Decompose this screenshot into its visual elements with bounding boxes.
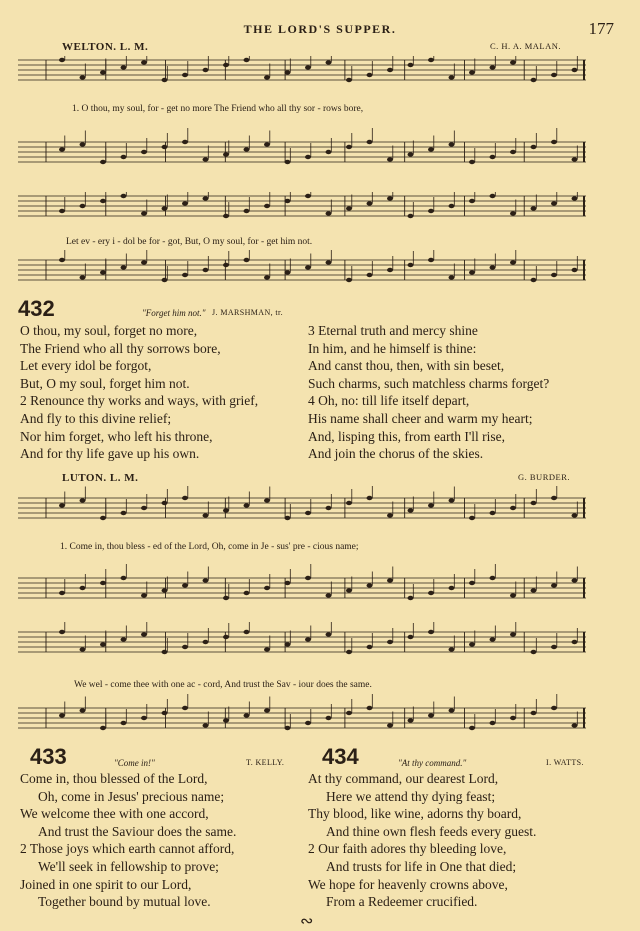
hymn-number-434: 434 (322, 744, 359, 769)
running-head: THE LORD'S SUPPER. (243, 22, 397, 36)
hymn-433-verses (20, 770, 236, 911)
music-system-4-bass (18, 694, 588, 744)
composer-malan: C. H. A. MALAN. (490, 41, 562, 51)
hymn-number-432: 432 (18, 296, 55, 321)
verse-line: And thine own flesh feeds every guest. (326, 823, 537, 839)
music-system-2-treble (18, 192, 588, 236)
verse-line: Together bound by mutual love. (38, 894, 211, 910)
hymn-433-author: T. KELLY. (246, 758, 285, 767)
music-system-3-bass (18, 558, 588, 610)
lyric-line-welton-2: Let ev - ery i - dol be for - got, But, O my soul, for - get him not. (66, 237, 313, 247)
verse-line: From a Redeemer crucified. (326, 894, 478, 910)
hymn-434-verses (308, 770, 536, 911)
verse-line: We hope for heavenly crowns above, (308, 876, 508, 892)
verse-line: Joined in one spirit to our Lord, (20, 876, 192, 892)
tailpiece-ornament: ∾ (300, 913, 314, 930)
verse-line: Let every idol be forgot, (20, 358, 152, 374)
verse-line: 4 Oh, no: till life itself depart, (308, 393, 470, 409)
tune-name-welton: WELTON. L. M. (62, 41, 149, 53)
verse-line: And trust the Saviour does the same. (38, 823, 237, 839)
music-system-4-treble (18, 622, 588, 674)
hymn-434-author: I. WATTS. (546, 758, 584, 767)
verse-line: Oh, come in Jesus' precious name; (38, 788, 225, 804)
verse-line: Come in, thou blessed of the Lord, (20, 771, 208, 786)
music-system-3-treble (18, 486, 588, 538)
verse-line: We'll seek in fellowship to prove; (38, 858, 219, 874)
tune-name-luton: LUTON. L. M. (62, 472, 139, 484)
verse-line: But, O my soul, forget him not. (20, 375, 190, 391)
hymn-432-verse-right (308, 322, 549, 463)
hymn-number-433: 433 (30, 744, 67, 769)
music-system-1-treble (18, 56, 588, 100)
page-number: 177 (588, 19, 614, 38)
verse-line: And for thy life gave up his own. (20, 446, 200, 462)
verse-line: And trusts for life in One that died; (326, 858, 517, 874)
verse-line: 2 Those joys which earth cannot afford, (20, 841, 235, 857)
verse-line: We welcome thee with one accord, (20, 806, 209, 822)
verse-line: And, lisping this, from earth I'll rise, (308, 428, 506, 444)
lyric-line-welton-1: 1. O thou, my soul, for - get no more The Friend who all thy sor - rows bore, (72, 104, 364, 114)
verse-line: Thy blood, like wine, adorns thy board, (308, 806, 522, 822)
verse-line: 2 Renounce thy works and ways, with grief, (20, 393, 259, 409)
verse-line: His name shall cheer and warm my heart; (308, 410, 533, 426)
composer-burder: G. BURDER. (518, 472, 570, 482)
hymn-434-subtitle: "At thy command." (398, 758, 467, 768)
hymn-432-subtitle: "Forget him not." (142, 308, 206, 318)
hymn-433-subtitle: "Come in!" (114, 758, 155, 768)
lyric-line-luton-1: 1. Come in, thou bless - ed of the Lord, Oh, come in Je - sus' pre - cious name; (60, 542, 359, 552)
verse-line: And canst thou, then, with sin beset, (308, 358, 505, 374)
hymn-432-author: J. MARSHMAN, tr. (212, 308, 284, 317)
verse-line: Here we attend thy dying feast; (326, 788, 496, 804)
hymn-432-verse-left (20, 322, 258, 463)
verse-line: At thy command, our dearest Lord, (308, 771, 499, 786)
verse-line: The Friend who all thy sorrows bore, (20, 340, 221, 356)
verse-line: Nor him forget, who left his throne, (20, 428, 213, 444)
verse-line: Such charms, such matchless charms forget? (308, 375, 550, 391)
lyric-line-luton-2: We wel - come thee with one ac - cord, And trust the Sav - iour does the same. (74, 680, 372, 690)
verse-line: In him, and he himself is thine: (308, 340, 477, 356)
verse-line: O thou, my soul, forget no more, (20, 323, 198, 338)
verse-line: And fly to this divine relief; (20, 410, 172, 426)
verse-line: 3 Eternal truth and mercy shine (308, 323, 478, 338)
verse-line: 2 Our faith adores thy bleeding love, (308, 841, 507, 857)
music-system-2-bass (18, 250, 588, 296)
music-system-1-bass (18, 122, 588, 174)
verse-line: And join the chorus of the skies. (308, 446, 484, 462)
